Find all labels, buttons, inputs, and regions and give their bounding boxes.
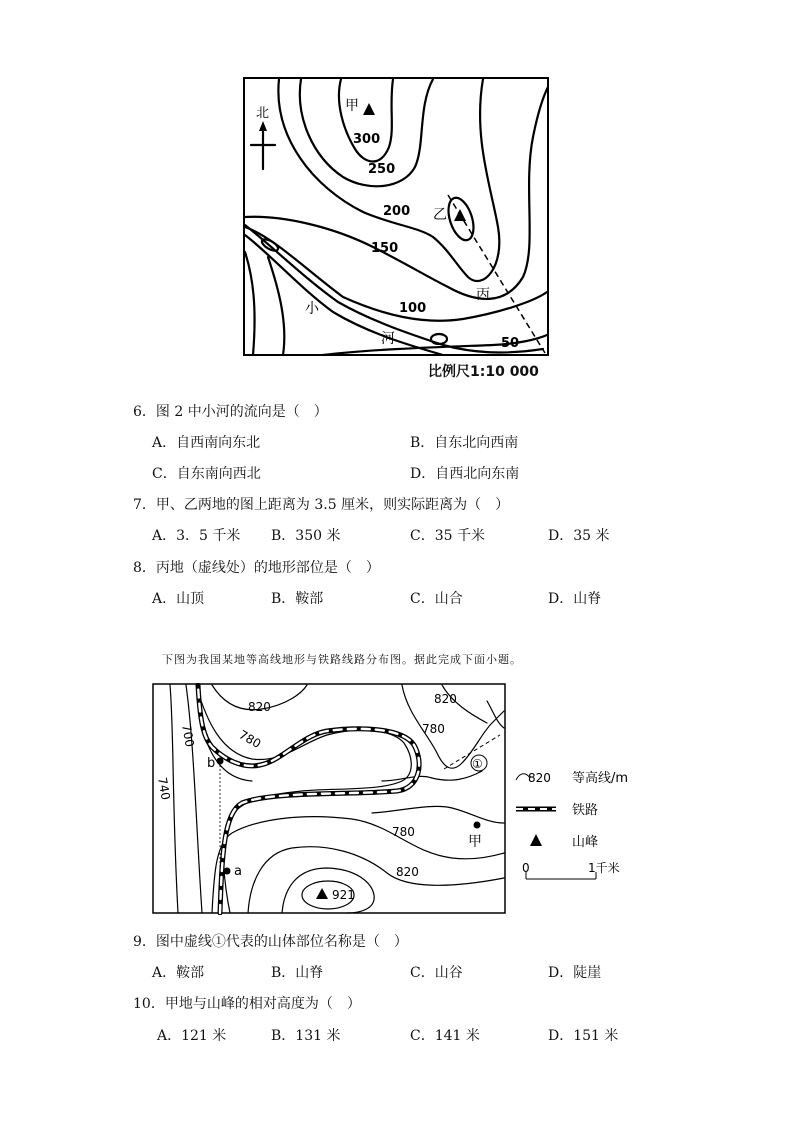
contour-label: 100 bbox=[399, 301, 427, 316]
q7-option-c: C．35 千米 bbox=[410, 528, 485, 544]
contour-label: 820 bbox=[396, 865, 419, 879]
q10-option-d: D．151 米 bbox=[548, 1028, 619, 1044]
legend-contour-label: 等高线/m bbox=[572, 771, 629, 786]
q10-option-c: C．141 米 bbox=[410, 1028, 480, 1044]
contour-label: 780 bbox=[392, 825, 415, 839]
q8-option-b: B．鞍部 bbox=[271, 591, 324, 607]
q7-option-a: A．3．5 千米 bbox=[152, 528, 241, 544]
legend-peak-label: 山峰 bbox=[572, 835, 599, 850]
question-7: 7．甲、乙两地的图上距离为 3.5 厘米，则实际距离为（ ） bbox=[133, 497, 510, 513]
peak-jia-label: 甲 bbox=[345, 98, 359, 114]
jia-label: 甲 bbox=[468, 834, 482, 850]
question-10: 10．甲地与山峰的相对高度为（ ） bbox=[133, 996, 361, 1012]
contour-label: 300 bbox=[353, 132, 381, 147]
river-label: 河 bbox=[381, 331, 395, 347]
q8-option-c: C．山合 bbox=[410, 591, 463, 607]
contour-label: 780 bbox=[422, 722, 445, 736]
contour-label: 250 bbox=[368, 162, 396, 177]
peak-label: 921 bbox=[332, 888, 355, 902]
q10-option-b: B．131 米 bbox=[271, 1028, 341, 1044]
point-a-label: a bbox=[234, 864, 242, 879]
contour-label: 820 bbox=[248, 700, 271, 714]
q6-option-a: A．自西南向东北 bbox=[152, 435, 261, 451]
peak-yi-label: 乙 bbox=[433, 207, 447, 223]
q9-option-c: C．山谷 bbox=[410, 965, 463, 981]
q7-option-b: B．350 米 bbox=[271, 528, 341, 544]
contour-label: 700 bbox=[179, 723, 197, 749]
contour-label: 200 bbox=[383, 204, 411, 219]
contour-label: 50 bbox=[501, 336, 520, 351]
q6-option-d: D．自西北向东南 bbox=[410, 466, 520, 482]
q6-option-c: C．自东南向西北 bbox=[152, 466, 261, 482]
legend-peak-symbol bbox=[530, 834, 542, 846]
point-b bbox=[217, 758, 224, 765]
question-9: 9．图中虚线①代表的山体部位名称是（ ） bbox=[133, 934, 408, 950]
q8-option-a: A．山顶 bbox=[152, 591, 205, 607]
legend-rail-label: 铁路 bbox=[572, 803, 599, 818]
scale-zero: 0 bbox=[522, 861, 530, 875]
contour-map-1 bbox=[243, 77, 549, 357]
point-jia bbox=[474, 822, 481, 829]
q10-option-a: A．121 米 bbox=[157, 1028, 227, 1044]
bing-label: 丙 bbox=[476, 287, 490, 303]
scale-one: 1千米 bbox=[588, 861, 620, 875]
q6-option-b: B．自东北向西南 bbox=[410, 435, 519, 451]
map2-legend bbox=[512, 766, 642, 881]
q9-option-b: B．山脊 bbox=[271, 965, 324, 981]
point-a bbox=[224, 868, 231, 875]
contour-label: 780 bbox=[236, 727, 264, 752]
section-intro: 下图为我国某地等高线地形与铁路线路分布图。据此完成下面小题。 bbox=[162, 653, 522, 666]
legend-contour-value: 820 bbox=[528, 771, 551, 785]
river-label: 小 bbox=[305, 301, 319, 317]
question-6: 6．图 2 中小河的流向是（ ） bbox=[133, 404, 328, 420]
contour-label: 820 bbox=[434, 692, 457, 706]
q9-option-a: A．鞍部 bbox=[152, 965, 205, 981]
q8-option-d: D．山脊 bbox=[548, 591, 602, 607]
question-8: 8．丙地（虚线处）的地形部位是（ ） bbox=[133, 560, 380, 576]
point-b-label: b bbox=[207, 756, 216, 771]
north-label: 北 bbox=[256, 106, 270, 121]
contour-map-2 bbox=[152, 683, 506, 915]
q7-option-d: D．35 米 bbox=[548, 528, 610, 544]
map1-scale: 比例尺1:10 000 bbox=[428, 364, 539, 380]
contour-label: 740 bbox=[155, 776, 173, 802]
q9-option-d: D．陡崖 bbox=[548, 965, 602, 981]
contour-label: 150 bbox=[371, 241, 399, 256]
circle-1-label: ① bbox=[472, 757, 483, 771]
